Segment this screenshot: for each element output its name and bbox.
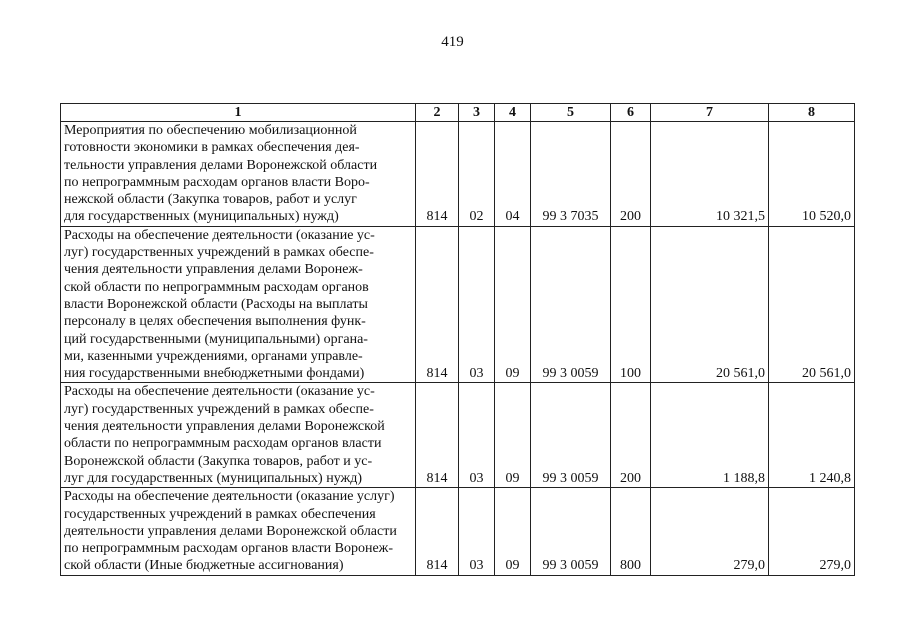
cell-amount-col8: 20 561,0 — [769, 226, 855, 383]
description-line: луг) государственных учреждений в рамках обеспе- — [64, 245, 374, 261]
cell-amount-col8: 279,0 — [769, 488, 855, 575]
cell-section: 03 — [459, 226, 495, 383]
cell-amount-col7: 10 321,5 — [651, 122, 769, 227]
description-line: государственных учреждений в рамках обеспечения — [64, 506, 376, 522]
column-header-6: 6 — [611, 104, 651, 122]
description-line: Мероприятия по обеспечению мобилизационной — [64, 123, 357, 138]
cell-amount-col7: 20 561,0 — [651, 226, 769, 383]
page-number: 419 — [441, 34, 464, 50]
column-header-7: 7 — [651, 104, 769, 122]
row-description — [61, 383, 416, 488]
cell-expense-type: 200 — [611, 383, 651, 488]
header-row — [61, 104, 855, 122]
table-row — [61, 122, 855, 227]
cell-ministry-code: 814 — [416, 383, 459, 488]
cell-target-article: 99 3 0059 — [531, 226, 611, 383]
description-line: чения деятельности управления делами Воронеж- — [64, 262, 363, 278]
column-header-3: 3 — [459, 104, 495, 122]
description-line: готовности экономики в рамках обеспечения дея- — [64, 140, 360, 156]
description-line: для государственных (муниципальных) нужд) — [64, 209, 339, 225]
cell-amount-col7: 279,0 — [651, 488, 769, 575]
column-header-2: 2 — [416, 104, 459, 122]
description-line: власти Воронежской области (Расходы на выплаты — [64, 296, 368, 312]
cell-target-article: 99 3 7035 — [531, 122, 611, 227]
cell-subsection: 04 — [495, 122, 531, 227]
cell-target-article: 99 3 0059 — [531, 383, 611, 488]
description-line: ми, казенными учреждениями, органами управле- — [64, 348, 363, 364]
cell-section: 02 — [459, 122, 495, 227]
row-description — [61, 122, 416, 227]
cell-expense-type: 200 — [611, 122, 651, 227]
table-row — [61, 226, 855, 383]
description-line: ния государственными внебюджетными фондами) — [64, 366, 365, 382]
description-line: луг) государственных учреждений в рамках обеспе- — [64, 401, 374, 417]
description-line: ской области (Иные бюджетные ассигнования) — [64, 558, 344, 574]
description-line: Воронежской области (Закупка товаров, работ и ус- — [64, 453, 373, 469]
row-description — [61, 488, 416, 575]
cell-ministry-code: 814 — [416, 488, 459, 575]
table-row — [61, 488, 855, 575]
description-line: тельности управления делами Воронежской области — [64, 157, 378, 173]
cell-expense-type: 100 — [611, 226, 651, 383]
description-line: персоналу в целях обеспечения выполнения функ- — [64, 314, 366, 330]
description-line: Расходы на обеспечение деятельности (оказание ус- — [64, 384, 375, 400]
description-line: по непрограммным расходам органов власти Воронеж- — [64, 541, 394, 557]
budget-table — [60, 103, 855, 576]
cell-amount-col7: 1 188,8 — [651, 383, 769, 488]
cell-expense-type: 800 — [611, 488, 651, 575]
cell-amount-col8: 1 240,8 — [769, 383, 855, 488]
cell-subsection: 09 — [495, 226, 531, 383]
column-header-8: 8 — [769, 104, 855, 122]
column-header-5: 5 — [531, 104, 611, 122]
cell-section: 03 — [459, 383, 495, 488]
description-line: по непрограммным расходам органов власти Воро- — [64, 174, 370, 190]
cell-section: 03 — [459, 488, 495, 575]
cell-subsection: 09 — [495, 488, 531, 575]
cell-amount-col8: 10 520,0 — [769, 122, 855, 227]
description-line: Расходы на обеспечение деятельности (оказание услуг) — [64, 489, 395, 505]
column-header-4: 4 — [495, 104, 531, 122]
description-line: деятельности управления делами Воронежской области — [64, 523, 397, 539]
description-line: чения деятельности управления делами Воронежской — [64, 419, 385, 435]
cell-subsection: 09 — [495, 383, 531, 488]
cell-ministry-code: 814 — [416, 122, 459, 227]
column-header-1: 1 — [61, 104, 416, 122]
description-line: нежской области (Закупка товаров, работ и услуг — [64, 192, 357, 208]
description-line: Расходы на обеспечение деятельности (оказание ус- — [64, 227, 375, 243]
cell-target-article: 99 3 0059 — [531, 488, 611, 575]
table-row — [61, 383, 855, 488]
description-line: луг для государственных (муниципальных) нужд) — [64, 470, 362, 486]
description-line: ской области по непрограммным расходам органов — [64, 279, 369, 295]
row-description — [61, 226, 416, 383]
cell-ministry-code: 814 — [416, 226, 459, 383]
description-line: области по непрограммным расходам органов власти — [64, 436, 382, 452]
description-line: ций государственными (муниципальными) органа- — [64, 331, 368, 347]
